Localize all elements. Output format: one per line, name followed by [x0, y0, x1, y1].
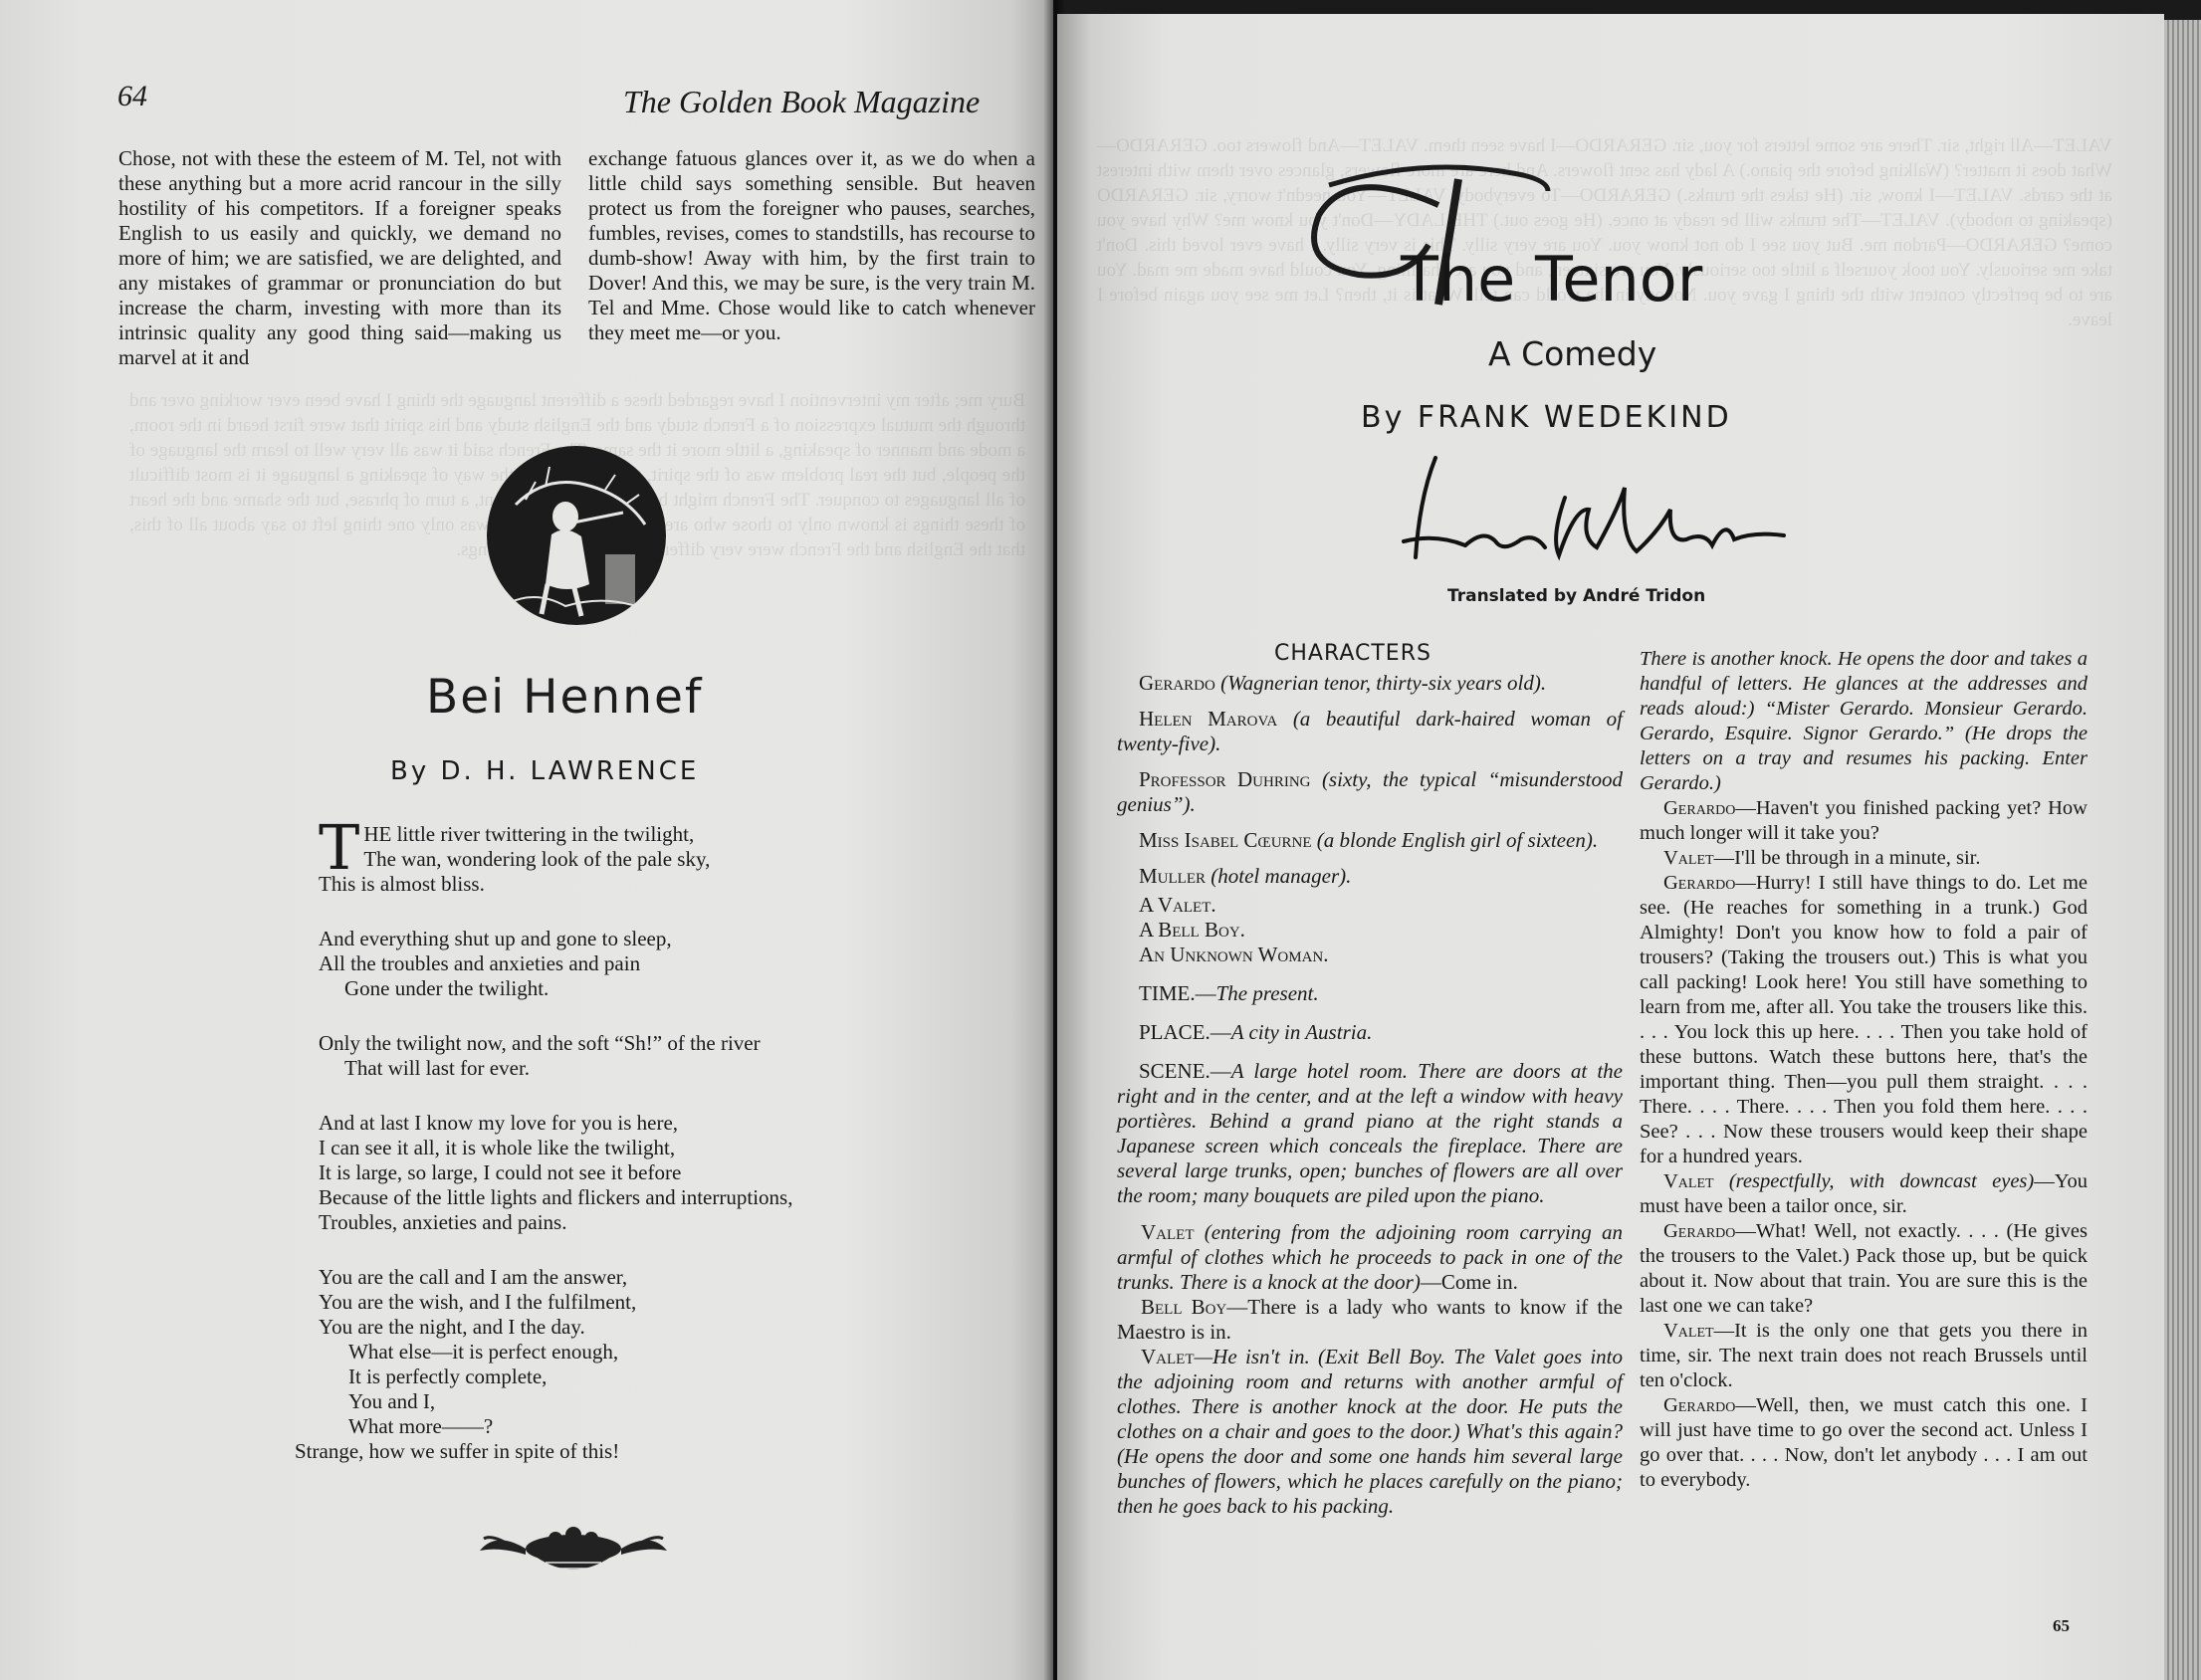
poem-line: You and I, — [348, 1389, 436, 1413]
piper-illustration — [486, 445, 667, 626]
poem-line: What else—it is perfect enough, — [348, 1340, 619, 1364]
poem — [295, 811, 1015, 1494]
cast-entry — [1117, 918, 1623, 943]
speech: —Well, then, we must catch this one. I will just have time to go over the second act. Unless I go over that. . . . Now, don't let anybody . . . I am out to everybody. — [1640, 1394, 2088, 1491]
character-desc: (a blonde English girl of sixteen). — [1316, 828, 1599, 852]
cast-list — [1117, 671, 1623, 1519]
speech: —What! Well, not exactly. . . . (He gives the trousers to the Valet.) Pack those up, but be quick about it. Now about that train. You are sure this is the last one we can take? — [1640, 1220, 2088, 1317]
poem-line: Gone under the twilight. — [344, 976, 550, 1000]
character-name: An Unknown Woman. — [1139, 943, 1329, 966]
flower-basket-ornament — [476, 1521, 671, 1582]
cast-entry — [1117, 707, 1623, 756]
dialogue-line — [1640, 846, 2088, 871]
stage-direction: (respectfully, with downcast eyes) — [1728, 1170, 2035, 1192]
poem-line: Strange, how we suffer in spite of this! — [295, 1439, 620, 1463]
poem-byline: By D. H. LAWRENCE — [390, 756, 700, 786]
speech: —There is a lady who wants to know if the Maestro is in. — [1117, 1295, 1623, 1344]
page-number: 64 — [117, 80, 147, 112]
first-line-rest: HE little river twittering in the twilight, — [363, 822, 695, 846]
speaker: Bell Boy — [1141, 1295, 1227, 1319]
dialogue-col-2 — [1640, 647, 2088, 1493]
poem-line: You are the call and I am the answer, — [319, 1265, 628, 1289]
stage-direction: (entering from the adjoining room carrying an armful of clothes which he proceeds to pack in one of the trunks. There is a knock at the door) — [1117, 1220, 1623, 1294]
speaker: Valet — [1141, 1345, 1195, 1368]
page-number: 65 — [2053, 1616, 2070, 1635]
characters-heading: CHARACTERS — [1274, 641, 1431, 666]
speech: —I'll be through in a minute, sir. — [1713, 847, 1981, 869]
poem-line: It is large, so large, I could not see it before — [319, 1160, 682, 1184]
play-subtitle: A Comedy — [1488, 334, 1657, 373]
poem-line: I can see it all, it is whole like the twilight, — [319, 1136, 676, 1159]
poem-line: You are the wish, and I the fulfilment, — [319, 1290, 637, 1314]
poem-line: It is perfectly complete, — [348, 1365, 548, 1388]
dialogue-line — [1117, 1220, 1623, 1295]
speaker: Valet — [1663, 847, 1714, 869]
cast-entry — [1117, 943, 1623, 967]
paragraph: Chose, not with these the esteem of M. Tel, not with these anything but a more acrid rancour in the silly hostility of his competitors. If a foreigner speaks English to us easily and quickly, we demand no more of him; we are satisfied, we are delighted, and any mistakes of grammar or pronunciation do but increase the charm, investing with more than its intrinsic quality any good thing said—making us marvel at it and — [118, 146, 561, 369]
left-page — [0, 0, 1053, 1680]
stanza — [319, 927, 1015, 1001]
cast-entry — [1117, 828, 1623, 853]
cast-entry — [1117, 671, 1623, 696]
poem-line: Only the twilight now, and the soft “Sh!” of the river — [319, 1031, 761, 1055]
poem-line: That will last for ever. — [344, 1056, 531, 1080]
stanza — [319, 1111, 1015, 1235]
character-name: A Valet. — [1139, 893, 1216, 917]
dialogue-line — [1640, 796, 2088, 846]
dialogue-line — [1640, 1393, 2088, 1493]
speaker: Gerardo — [1663, 1220, 1736, 1242]
dialogue-line — [1640, 1169, 2088, 1219]
time-label: TIME.— — [1139, 981, 1216, 1005]
cast-entry — [1117, 864, 1623, 889]
text-column-2 — [588, 146, 1035, 345]
poem-line: What more——? — [348, 1414, 494, 1438]
speaker: Valet — [1141, 1220, 1195, 1244]
poem-line: All the troubles and anxieties and pain — [319, 951, 641, 975]
character-name: A Bell Boy. — [1139, 918, 1245, 942]
time-value: The present. — [1215, 981, 1319, 1005]
poem-line: And at last I know my love for you is here, — [319, 1111, 679, 1135]
speech: —Haven't you finished packing yet? How much longer will it take you? — [1640, 797, 2088, 844]
speaker: Gerardo — [1663, 1394, 1736, 1416]
dialogue-line — [1640, 1219, 2088, 1319]
stanza — [319, 811, 1015, 897]
character-name: Miss Isabel Cœurne — [1139, 828, 1312, 852]
speech: —Hurry! I still have things to do. Let me see. (He reaches for something in a trunk.) God Almighty! Don't you know how to fold a pair of trousers? (Taking the trousers out.) This is what you call packing! Look here! You still have something to learn from me, after all. You take the trousers like this. . . . You lock this up here. . . . Then you take hold of these buttons. Watch these buttons here, that's the important thing. Then—you pull them straight. . . . There. . . . There. . . . Then you fold them here. . . . See? . . . Now these trousers would keep their shape for a hundred years. — [1640, 872, 2088, 1167]
speaker: Valet — [1663, 1170, 1714, 1192]
character-name: Helen Marova — [1139, 707, 1278, 731]
poem-line: And everything shut up and gone to sleep, — [319, 927, 672, 950]
dialogue-line — [1640, 647, 2088, 796]
dialogue-col-1 — [1117, 1220, 1623, 1519]
character-desc: (a beautiful dark-haired woman of twenty-five). — [1117, 707, 1623, 755]
character-name: Gerardo — [1139, 671, 1215, 695]
character-desc: (hotel manager). — [1211, 864, 1352, 888]
poem-line: You are the night, and I the day. — [319, 1315, 585, 1339]
speech: —You must have been a tailor once, sir. — [1640, 1170, 2088, 1217]
author-signature — [1376, 448, 1814, 587]
show-through-text: VALET—All right, sir. There are some letters for you, sir. GERARDO—I have seen them. VALET—And flowers too. GERARDO—What does it matter? (Walking before the piano.) A lady has sent flowers. And here are more flowers, glances over them with interest at the cards. VALET—I know, sir. (He takes the trunks.) GERARDO—To everybody. VALET—You needn't worry, sir. GERARDO (speaking to nobody). VALET—The trunks will be ready at once. (He goes out.) THE LADY—Don't you know me? Why have you come? GERARDO—Pardon me. But you see I do not know you. You are very silly. This is very silly. I have ever loved this. Don't take me seriously. You took yourself a little too seriously. You are sixteen, and you are charming. You could have made me mad. You are to be perfectly content with the thing I gave you. Nobody in the world can tell. What is it, then? Let me see you again before I leave. — [1092, 135, 2112, 330]
show-through-text: Bury me; after my intervention I have regarded these a different language the thing I have been ever working over and through the mutual expression of a French study and the English study and his spirit that were first heard in the room, a mode and manner of speaking, a little more it the same. French said it was all very well to learn the language of the people, but the real problem was of the spirit, the way of speaking a language it is most difficult of all languages to conquer. The French might be a turn of phrase, but the shame and the heart of these things is known only to those who are was only one thing left to say about all of this, that the English and the French were very different things. — [129, 390, 1025, 560]
dialogue-line — [1117, 1345, 1623, 1519]
scene-label: SCENE.— — [1139, 1059, 1231, 1083]
stanza — [319, 1031, 1015, 1081]
scene-description — [1117, 1059, 1623, 1208]
dialogue-line — [1640, 1319, 2088, 1393]
speaker: Gerardo — [1663, 797, 1736, 819]
poem-line: Because of the little lights and flickers and interruptions, — [319, 1185, 793, 1209]
cast-entry — [1117, 767, 1623, 817]
stage-direction: There is another knock. He opens the door and takes a handful of letters. He glances at the addresses and reads aloud:) “Mister Gerardo. Monsieur Gerardo. Gerardo, Esquire. Signor Gerardo.” (He drops the letters on a tray and resumes his packing. Enter Gerardo.) — [1640, 648, 2088, 794]
text-column-1 — [118, 146, 561, 370]
play-title: The Tenor — [1401, 243, 1703, 315]
place-value: A city in Austria. — [1230, 1020, 1373, 1044]
right-page — [1057, 14, 2164, 1680]
character-name: Muller — [1139, 864, 1206, 888]
play-byline: By FRANK WEDEKIND — [1361, 400, 1732, 435]
cast-entry — [1117, 893, 1623, 918]
paragraph: exchange fatuous glances over it, as we do when a little child says something sensible. But heaven protect us from the foreigner who pauses, searches, fumbles, revises, comes to standstills, has recourse to dumb-show! Away with him, by the first train to Dover! And this, we may be sure, is the very train M. Tel and Mme. Chose would like to catch whenever they meet me—or you. — [588, 146, 1035, 344]
speech: —It is the only one that gets you there in time, sir. The next train does not reach Brussels until ten o'clock. — [1640, 1320, 2088, 1391]
running-head: The Golden Book Magazine — [623, 84, 981, 119]
place-line — [1117, 1020, 1623, 1045]
translator-credit: Translated by André Tridon — [1447, 586, 1706, 606]
poem-line — [319, 822, 1015, 847]
speech: —Come in. — [1420, 1270, 1518, 1294]
time-line — [1117, 981, 1623, 1006]
scene-value: A large hotel room. There are doors at the right and in the center, and at the left a window with heavy portières. Behind a grand piano at the right stands a Japanese screen which conceals the fireplace. There are several large trunks, open; bunches of flowers are all over the room; many bouquets are piled upon the piano. — [1117, 1059, 1623, 1207]
dialogue-line — [1640, 871, 2088, 1169]
character-desc: (sixty, the typical “misunderstood genius”). — [1117, 767, 1623, 816]
poem-line: This is almost bliss. — [319, 872, 485, 896]
poem-title: Bei Hennef — [426, 670, 704, 725]
character-desc: (Wagnerian tenor, thirty-six years old). — [1220, 671, 1547, 695]
dialogue-line — [1117, 1295, 1623, 1345]
page-edges — [2164, 20, 2201, 1680]
place-label: PLACE.— — [1139, 1020, 1231, 1044]
poem-line: The wan, wondering look of the pale sky, — [363, 847, 711, 871]
poem-line: Troubles, anxieties and pains. — [319, 1210, 567, 1234]
character-name: Professor Duhring — [1139, 767, 1311, 791]
speaker: Valet — [1663, 1320, 1714, 1342]
speaker: Gerardo — [1663, 872, 1736, 894]
stanza — [295, 1265, 1015, 1464]
speech: —He isn't in. (Exit Bell Boy. The Valet goes into the adjoining room and returns with another armful of clothes. There is another knock at the door. He puts the clothes on a chair and goes to the door.) What's this again? (He opens the door and some one hands him several large bunches of flowers, which he places carefully on the piano; then he goes back to his packing. — [1117, 1345, 1623, 1518]
drop-cap: T — [319, 811, 360, 884]
